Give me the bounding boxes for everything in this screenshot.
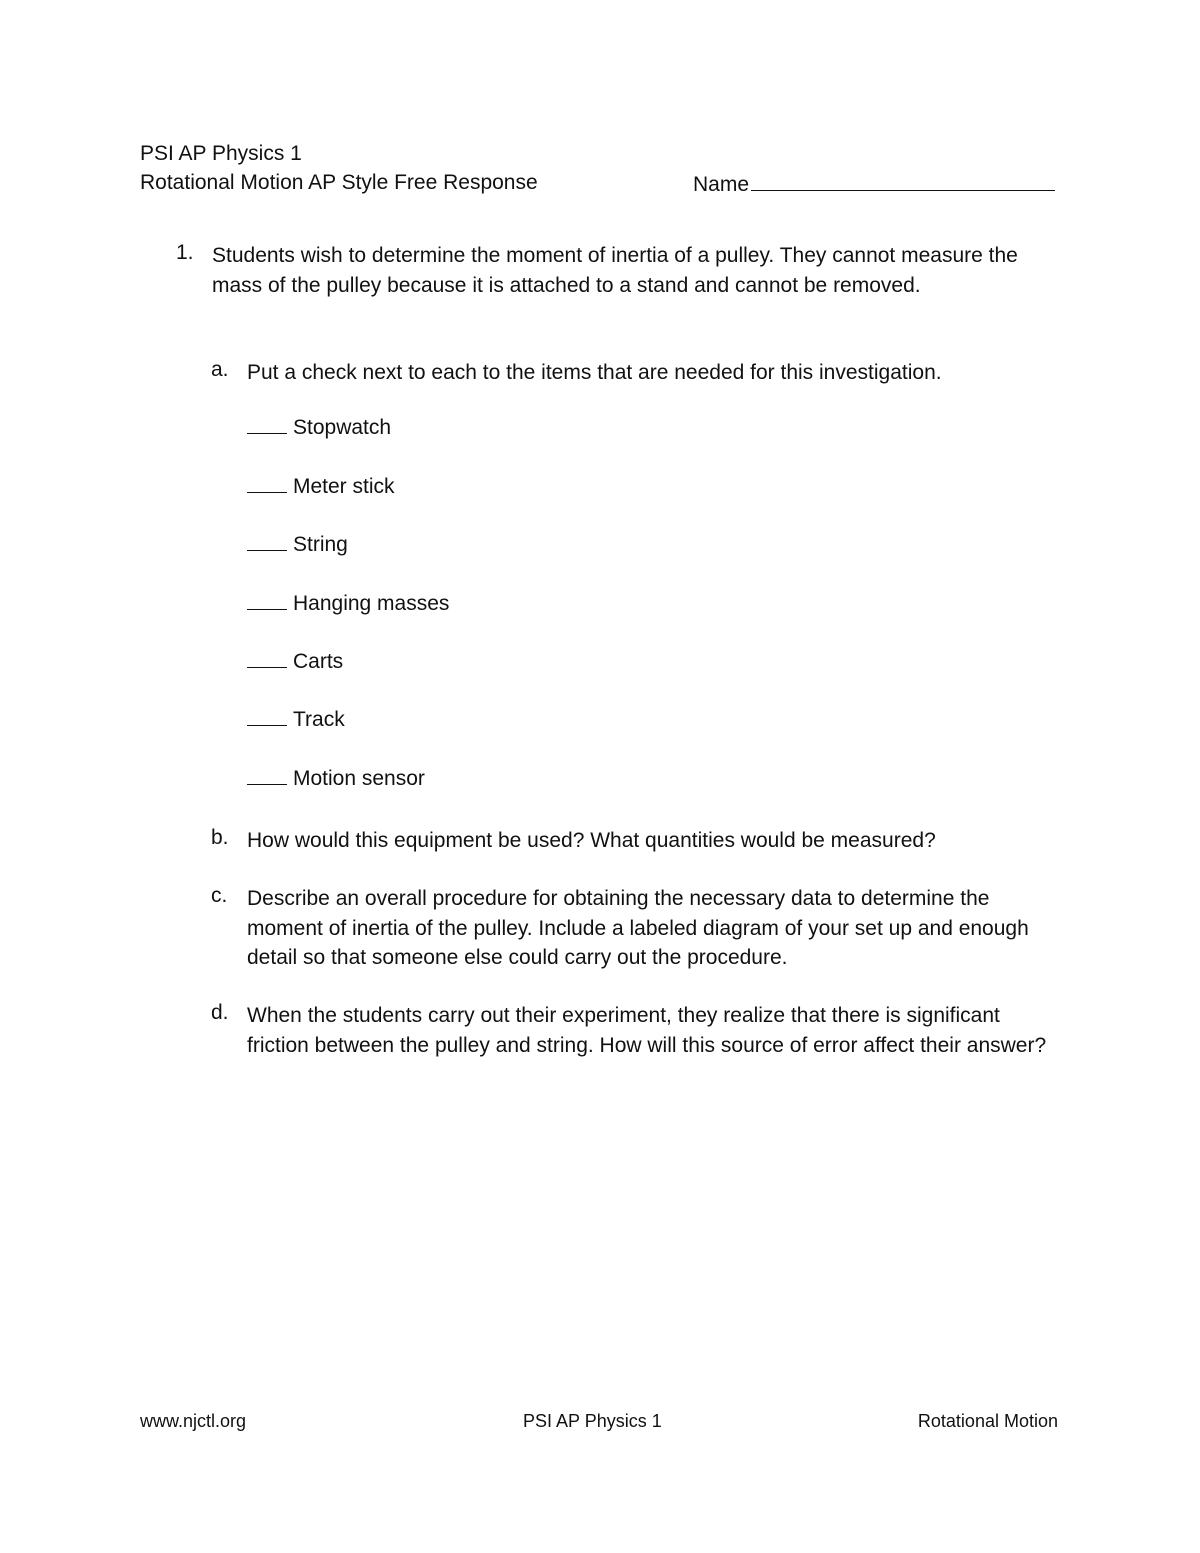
part-d-letter: d. bbox=[211, 1001, 229, 1024]
name-blank-line[interactable] bbox=[751, 171, 1055, 191]
checklist-item[interactable]: Meter stick bbox=[247, 475, 395, 499]
course-title: PSI AP Physics 1 bbox=[140, 142, 302, 165]
check-blank[interactable] bbox=[247, 767, 287, 785]
part-d-text: When the students carry out their experiment, they realize that there is significant friction between the pulley and string. How will this source of error affect their answer? bbox=[247, 1004, 1047, 1057]
part-b-letter: b. bbox=[211, 826, 229, 849]
footer-topic: Rotational Motion bbox=[917, 1411, 1058, 1431]
check-blank[interactable] bbox=[247, 416, 287, 434]
check-blank[interactable] bbox=[247, 533, 287, 551]
part-b-text: How would this equipment be used? What quantities would be measured? bbox=[247, 829, 936, 852]
part-a-text: Put a check next to each to the items that are needed for this investigation. bbox=[247, 361, 942, 384]
checklist-item[interactable]: Track bbox=[247, 708, 345, 732]
part-a-letter: a. bbox=[211, 358, 229, 381]
footer-website: www.njctl.org bbox=[140, 1411, 247, 1431]
checklist-item[interactable]: Stopwatch bbox=[247, 416, 391, 440]
name-field[interactable] bbox=[693, 171, 1055, 197]
check-blank[interactable] bbox=[247, 650, 287, 668]
part-c-letter: c. bbox=[211, 884, 228, 907]
check-blank[interactable] bbox=[247, 475, 287, 493]
check-blank[interactable] bbox=[247, 592, 287, 610]
checklist-item[interactable]: String bbox=[247, 533, 348, 557]
check-blank[interactable] bbox=[247, 708, 287, 726]
name-label: Name bbox=[693, 173, 750, 196]
question-text: Students wish to determine the moment of inertia of a pulley. They cannot measure the mass of the pulley because it is attached to a stand and cannot be removed. bbox=[212, 244, 1018, 297]
checklist-item[interactable]: Motion sensor bbox=[247, 767, 425, 791]
worksheet-subtitle: Rotational Motion AP Style Free Response bbox=[140, 171, 538, 194]
checklist-item[interactable]: Hanging masses bbox=[247, 592, 449, 616]
part-c-text: Describe an overall procedure for obtaining the necessary data to determine the moment of inertia of the pulley. Include a labeled diagram of your set up and enough detail so that someone else could carry out the procedure. bbox=[247, 887, 1029, 969]
question-number: 1. bbox=[176, 241, 194, 264]
checklist-item[interactable]: Carts bbox=[247, 650, 343, 674]
footer-course: PSI AP Physics 1 bbox=[523, 1411, 662, 1431]
